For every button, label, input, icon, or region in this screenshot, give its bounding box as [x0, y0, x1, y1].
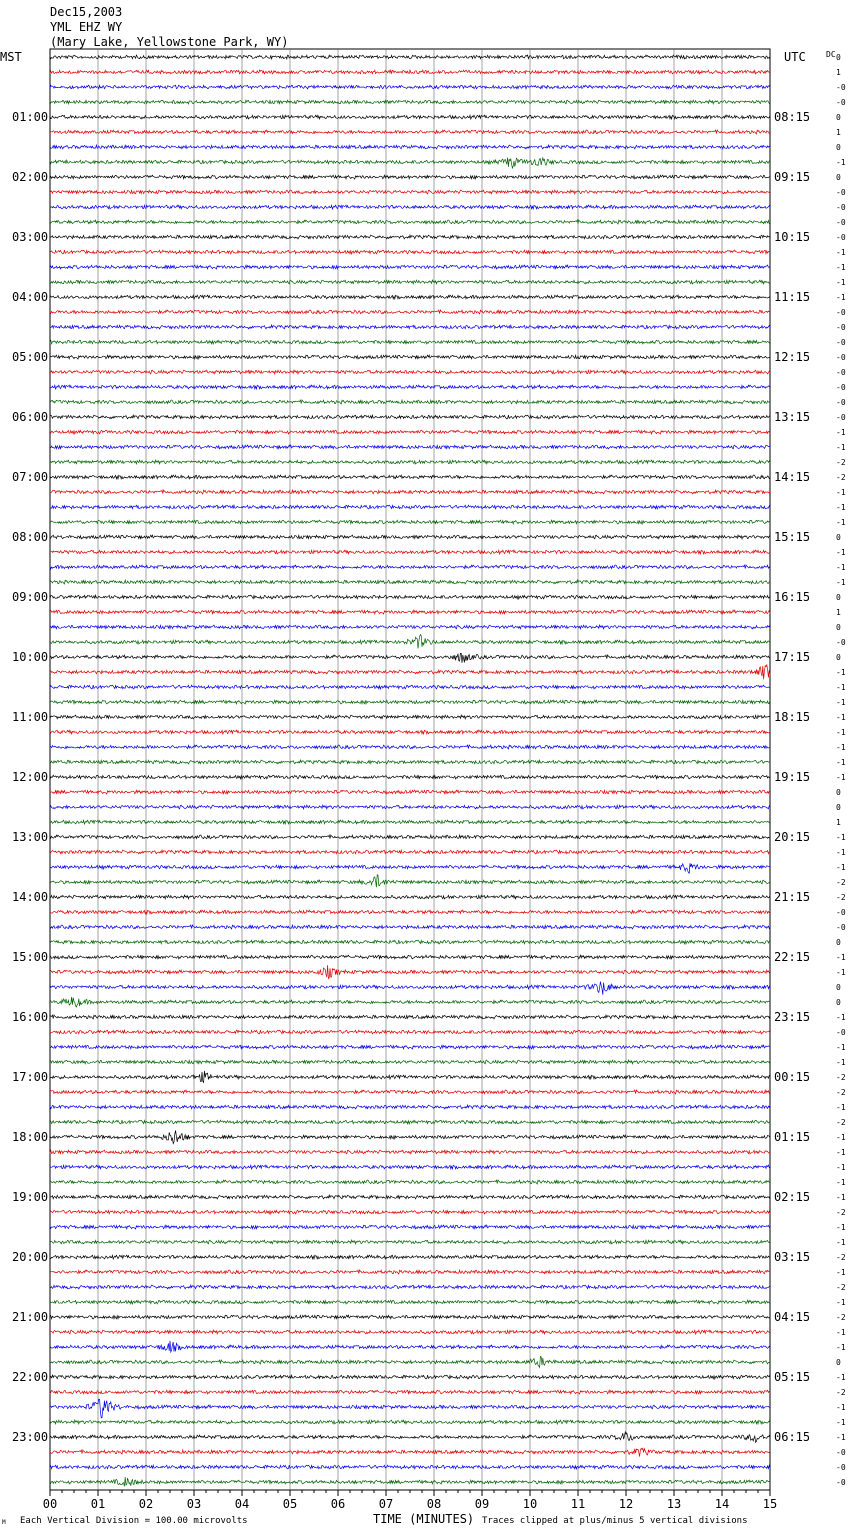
dc-offset-label: -1 — [836, 293, 846, 302]
seismic-trace — [50, 1060, 770, 1064]
mst-hour-label: 09:00 — [12, 590, 49, 604]
clipping-note: Traces clipped at plus/minus 5 vertical divisions — [482, 1516, 748, 1526]
seismic-trace — [50, 370, 770, 374]
utc-hour-labels — [774, 110, 810, 1444]
utc-hour-label: 03:15 — [774, 1250, 811, 1264]
mst-hour-label: 18:00 — [12, 1130, 49, 1144]
dc-offset-label: -1 — [836, 563, 846, 572]
mst-hour-label: 16:00 — [12, 1010, 49, 1024]
seismic-trace — [50, 1356, 770, 1367]
seismic-trace — [50, 265, 770, 269]
seismic-trace — [50, 220, 770, 224]
dc-offset-label: -0 — [836, 1478, 846, 1487]
utc-hour-label: 16:15 — [774, 590, 811, 604]
seismic-trace — [50, 653, 770, 662]
dc-offset-label: -0 — [836, 218, 846, 227]
seismic-trace — [50, 70, 770, 74]
dc-offset-label: -1 — [836, 758, 846, 767]
x-tick-label: 02 — [138, 1497, 154, 1511]
dc-offset-label: 0 — [836, 113, 841, 122]
dc-offset-label: -1 — [836, 683, 846, 692]
dc-offset-label: -1 — [836, 698, 846, 707]
dc-offset-label: -0 — [836, 308, 846, 317]
seismic-trace — [50, 1150, 770, 1154]
dc-offset-label: -1 — [836, 713, 846, 722]
dc-column-label: DC — [826, 50, 836, 59]
seismic-trace — [50, 85, 770, 89]
dc-offset-label: -1 — [836, 1298, 846, 1307]
dc-offset-label: -1 — [836, 863, 846, 872]
seismic-trace — [50, 595, 770, 599]
seismic-trace — [50, 790, 770, 794]
x-tick-label: 01 — [90, 1497, 106, 1511]
utc-hour-label: 11:15 — [774, 290, 811, 304]
dc-offset-label: -1 — [836, 1043, 846, 1052]
mst-hour-label: 22:00 — [12, 1370, 49, 1384]
trace-group — [50, 55, 770, 1486]
dc-offset-label: -2 — [836, 893, 846, 902]
dc-offset-label: -1 — [836, 1238, 846, 1247]
dc-offset-label: -2 — [836, 1313, 846, 1322]
seismic-trace — [50, 565, 770, 569]
x-tick-label: 05 — [282, 1497, 298, 1511]
utc-hour-label: 04:15 — [774, 1310, 811, 1324]
dc-offset-label: 0 — [836, 623, 841, 632]
seismic-trace — [50, 385, 770, 389]
dc-offset-label: 0 — [836, 998, 841, 1007]
dc-offset-label: -0 — [836, 368, 846, 377]
mst-hour-label: 20:00 — [12, 1250, 49, 1264]
seismic-trace — [50, 115, 770, 119]
seismic-trace — [50, 250, 770, 254]
utc-hour-label: 05:15 — [774, 1370, 811, 1384]
minute-grid — [50, 49, 770, 1490]
dc-offset-label: -0 — [836, 323, 846, 332]
mst-hour-label: 11:00 — [12, 710, 49, 724]
utc-hour-label: 21:15 — [774, 890, 811, 904]
seismic-trace — [50, 295, 770, 299]
seismic-trace — [50, 1300, 770, 1304]
corner-mark: M — [2, 1519, 6, 1526]
utc-hour-label: 12:15 — [774, 350, 811, 364]
mst-hour-label: 05:00 — [12, 350, 49, 364]
mst-hour-label: 19:00 — [12, 1190, 49, 1204]
mst-hour-label: 10:00 — [12, 650, 49, 664]
dc-offset-labels — [836, 53, 846, 1487]
dc-offset-label: -1 — [836, 488, 846, 497]
dc-offset-label: 0 — [836, 983, 841, 992]
seismic-trace — [50, 158, 770, 168]
dc-offset-label: 0 — [836, 653, 841, 662]
dc-offset-label: -1 — [836, 1403, 846, 1412]
mst-hour-label: 06:00 — [12, 410, 49, 424]
mst-hour-labels — [12, 110, 48, 1444]
dc-offset-label: 0 — [836, 788, 841, 797]
seismic-trace — [50, 730, 770, 734]
dc-offset-label: -1 — [836, 443, 846, 452]
dc-offset-label: -1 — [836, 1133, 846, 1142]
dc-offset-label: -1 — [836, 158, 846, 167]
seismic-trace — [50, 1399, 770, 1418]
seismic-trace — [50, 895, 770, 899]
dc-offset-label: -2 — [836, 458, 846, 467]
x-tick-label: 12 — [618, 1497, 634, 1511]
plot-frame — [50, 49, 770, 1490]
utc-hour-label: 10:15 — [774, 230, 811, 244]
seismic-trace — [50, 665, 770, 679]
seismic-trace — [50, 280, 770, 284]
mst-hour-label: 17:00 — [12, 1070, 49, 1084]
mst-hour-label: 02:00 — [12, 170, 49, 184]
seismic-trace — [50, 1015, 770, 1019]
dc-offset-label: 0 — [836, 53, 841, 62]
utc-hour-label: 08:15 — [774, 110, 811, 124]
dc-offset-label: -0 — [836, 98, 846, 107]
mst-hour-label: 04:00 — [12, 290, 49, 304]
right-timezone-label: UTC — [784, 50, 806, 64]
mst-hour-label: 07:00 — [12, 470, 49, 484]
seismic-trace — [50, 535, 770, 539]
seismic-trace — [50, 415, 770, 419]
dc-offset-label: -1 — [836, 278, 846, 287]
seismic-trace — [50, 805, 770, 809]
header-date: Dec15,2003 — [50, 5, 123, 19]
mst-hour-label: 23:00 — [12, 1430, 49, 1444]
seismic-trace — [50, 700, 770, 704]
dc-offset-label: -1 — [836, 953, 846, 962]
dc-offset-label: -1 — [836, 1418, 846, 1427]
x-tick-label: 14 — [714, 1497, 730, 1511]
dc-offset-label: -1 — [836, 578, 846, 587]
mst-hour-label: 03:00 — [12, 230, 49, 244]
seismic-trace — [50, 175, 770, 179]
x-tick-label: 13 — [666, 1497, 682, 1511]
mst-hour-label: 21:00 — [12, 1310, 49, 1324]
x-tick-label: 08 — [426, 1497, 442, 1511]
seismic-trace — [50, 460, 770, 464]
dc-offset-label: -0 — [836, 908, 846, 917]
utc-hour-label: 18:15 — [774, 710, 811, 724]
seismic-trace — [50, 100, 770, 104]
utc-hour-label: 23:15 — [774, 1010, 811, 1024]
seismic-trace — [50, 55, 770, 59]
dc-offset-label: -0 — [836, 413, 846, 422]
dc-offset-label: -0 — [836, 398, 846, 407]
dc-offset-label: -1 — [836, 1058, 846, 1067]
seismic-trace — [50, 1341, 770, 1352]
seismic-trace — [50, 1465, 770, 1469]
dc-offset-label: -2 — [836, 1208, 846, 1217]
dc-offset-label: -1 — [836, 1268, 846, 1277]
utc-hour-label: 14:15 — [774, 470, 811, 484]
seismic-trace — [50, 1105, 770, 1109]
dc-offset-label: 1 — [836, 128, 841, 137]
seismic-trace — [50, 520, 770, 524]
mst-hour-label: 12:00 — [12, 770, 49, 784]
seismic-trace — [50, 430, 770, 434]
utc-hour-label: 00:15 — [774, 1070, 811, 1084]
x-tick-label: 11 — [570, 1497, 586, 1511]
dc-offset-label: -2 — [836, 878, 846, 887]
dc-offset-label: 1 — [836, 68, 841, 77]
x-tick-label: 03 — [186, 1497, 202, 1511]
seismic-trace — [50, 1390, 770, 1394]
dc-offset-label: 0 — [836, 1358, 841, 1367]
seismic-trace — [50, 310, 770, 314]
seismic-trace — [50, 745, 770, 749]
utc-hour-label: 22:15 — [774, 950, 811, 964]
seismic-trace — [50, 1270, 770, 1274]
seismic-trace — [50, 190, 770, 194]
dc-offset-label: -0 — [836, 923, 846, 932]
utc-hour-label: 20:15 — [774, 830, 811, 844]
mst-hour-label: 15:00 — [12, 950, 49, 964]
dc-offset-label: -1 — [836, 1013, 846, 1022]
seismic-trace — [50, 475, 770, 479]
dc-offset-label: 1 — [836, 818, 841, 827]
dc-offset-label: -0 — [836, 203, 846, 212]
dc-offset-label: -2 — [836, 473, 846, 482]
utc-hour-label: 09:15 — [774, 170, 811, 184]
dc-offset-label: -2 — [836, 1388, 846, 1397]
dc-offset-label: -0 — [836, 353, 846, 362]
seismic-trace — [50, 863, 770, 873]
utc-hour-label: 17:15 — [774, 650, 811, 664]
seismic-trace — [50, 982, 770, 995]
dc-offset-label: -1 — [836, 518, 846, 527]
utc-hour-label: 06:15 — [774, 1430, 811, 1444]
mst-hour-label: 13:00 — [12, 830, 49, 844]
x-tick-label: 00 — [42, 1497, 58, 1511]
seismic-trace — [50, 1432, 770, 1442]
dc-offset-label: 0 — [836, 803, 841, 812]
seismic-trace — [50, 1120, 770, 1124]
seismic-trace — [50, 820, 770, 824]
dc-offset-label: -0 — [836, 383, 846, 392]
seismic-trace — [50, 400, 770, 404]
x-axis-title: TIME (MINUTES) — [373, 1512, 475, 1526]
seismic-trace — [50, 1285, 770, 1289]
utc-hour-label: 01:15 — [774, 1130, 811, 1144]
dc-offset-label: -0 — [836, 338, 846, 347]
dc-offset-label: -1 — [836, 1328, 846, 1337]
seismic-trace — [50, 580, 770, 584]
seismic-trace — [50, 490, 770, 494]
seismic-trace — [50, 1315, 770, 1319]
x-tick-label: 07 — [378, 1497, 394, 1511]
seismic-trace — [50, 145, 770, 149]
dc-offset-label: 0 — [836, 143, 841, 152]
seismic-trace — [50, 910, 770, 914]
seismic-trace — [50, 635, 770, 649]
dc-offset-label: -1 — [836, 248, 846, 257]
dc-offset-label: -2 — [836, 1283, 846, 1292]
seismic-trace — [50, 1180, 770, 1184]
seismic-trace — [50, 1255, 770, 1259]
dc-offset-label: -0 — [836, 188, 846, 197]
seismic-trace — [50, 1131, 770, 1144]
seismic-trace — [50, 1448, 770, 1456]
dc-offset-label: -1 — [836, 548, 846, 557]
seismic-trace — [50, 235, 770, 239]
dc-offset-label: -2 — [836, 1088, 846, 1097]
dc-offset-label: -2 — [836, 1253, 846, 1262]
seismic-trace — [50, 760, 770, 764]
seismic-trace — [50, 940, 770, 944]
seismic-trace — [50, 1477, 770, 1486]
dc-offset-label: -0 — [836, 1448, 846, 1457]
seismic-trace — [50, 850, 770, 854]
dc-offset-label: -1 — [836, 728, 846, 737]
mst-hour-label: 08:00 — [12, 530, 49, 544]
seismic-trace — [50, 1071, 770, 1083]
utc-hour-label: 15:15 — [774, 530, 811, 544]
seismic-trace — [50, 775, 770, 779]
dc-offset-label: -1 — [836, 833, 846, 842]
dc-offset-label: -2 — [836, 1118, 846, 1127]
seismic-trace — [50, 1225, 770, 1229]
seismic-trace — [50, 1195, 770, 1199]
seismic-trace — [50, 1375, 770, 1379]
dc-offset-label: -1 — [836, 668, 846, 677]
dc-offset-label: -1 — [836, 1148, 846, 1157]
dc-offset-label: -0 — [836, 1028, 846, 1037]
utc-hour-label: 13:15 — [774, 410, 811, 424]
seismic-trace — [50, 205, 770, 209]
dc-offset-label: 0 — [836, 593, 841, 602]
seismic-trace — [50, 355, 770, 359]
dc-offset-label: -1 — [836, 263, 846, 272]
dc-offset-label: -1 — [836, 1223, 846, 1232]
seismic-trace — [50, 965, 770, 978]
dc-offset-label: -1 — [836, 1178, 846, 1187]
dc-offset-label: -1 — [836, 1103, 846, 1112]
seismic-trace — [50, 1420, 770, 1424]
seismic-trace — [50, 550, 770, 554]
seismic-trace — [50, 1165, 770, 1169]
dc-offset-label: -1 — [836, 773, 846, 782]
mst-hour-label: 01:00 — [12, 110, 49, 124]
dc-offset-label: 0 — [836, 938, 841, 947]
dc-offset-label: -1 — [836, 1343, 846, 1352]
seismic-trace — [50, 1030, 770, 1034]
seismic-trace — [50, 610, 770, 614]
dc-offset-label: -1 — [836, 1373, 846, 1382]
dc-offset-label: -1 — [836, 428, 846, 437]
dc-offset-label: 1 — [836, 608, 841, 617]
dc-offset-label: -0 — [836, 233, 846, 242]
left-timezone-label: MST — [0, 50, 22, 64]
seismic-trace — [50, 445, 770, 449]
header-station: YML EHZ WY — [50, 20, 123, 34]
seismic-trace — [50, 1210, 770, 1214]
seismic-trace — [50, 835, 770, 839]
seismic-trace — [50, 505, 770, 509]
dc-offset-label: -1 — [836, 1433, 846, 1442]
seismic-trace — [50, 1240, 770, 1244]
utc-hour-label: 02:15 — [774, 1190, 811, 1204]
seismic-trace — [50, 325, 770, 329]
seismic-trace — [50, 1090, 770, 1094]
dc-offset-label: -1 — [836, 1163, 846, 1172]
mst-hour-label: 14:00 — [12, 890, 49, 904]
dc-offset-label: -0 — [836, 1463, 846, 1472]
x-tick-label: 10 — [522, 1497, 538, 1511]
seismic-trace — [50, 955, 770, 959]
dc-offset-label: -2 — [836, 1073, 846, 1082]
dc-offset-label: -0 — [836, 638, 846, 647]
x-tick-label: 04 — [234, 1497, 250, 1511]
seismic-trace — [50, 340, 770, 344]
dc-offset-label: -1 — [836, 743, 846, 752]
seismic-trace — [50, 715, 770, 719]
seismic-trace — [50, 625, 770, 629]
dc-offset-label: 0 — [836, 173, 841, 182]
seismic-trace — [50, 130, 770, 134]
dc-offset-label: 0 — [836, 533, 841, 542]
utc-hour-label: 19:15 — [774, 770, 811, 784]
dc-offset-label: -0 — [836, 83, 846, 92]
seismic-trace — [50, 1330, 770, 1334]
x-tick-label: 15 — [762, 1497, 778, 1511]
dc-offset-label: -1 — [836, 503, 846, 512]
dc-offset-label: -1 — [836, 1193, 846, 1202]
dc-offset-label: -1 — [836, 848, 846, 857]
seismic-trace — [50, 925, 770, 929]
dc-offset-label: -1 — [836, 968, 846, 977]
x-axis-ticks — [43, 1490, 777, 1511]
vertical-division-note: Each Vertical Division = 100.00 microvolts — [20, 1516, 248, 1526]
seismic-trace — [50, 685, 770, 689]
seismic-trace — [50, 875, 770, 888]
seismic-trace — [50, 997, 770, 1007]
x-tick-label: 06 — [330, 1497, 346, 1511]
seismic-trace — [50, 1045, 770, 1049]
x-tick-label: 09 — [474, 1497, 490, 1511]
header-location: (Mary Lake, Yellowstone Park, WY) — [50, 35, 289, 49]
